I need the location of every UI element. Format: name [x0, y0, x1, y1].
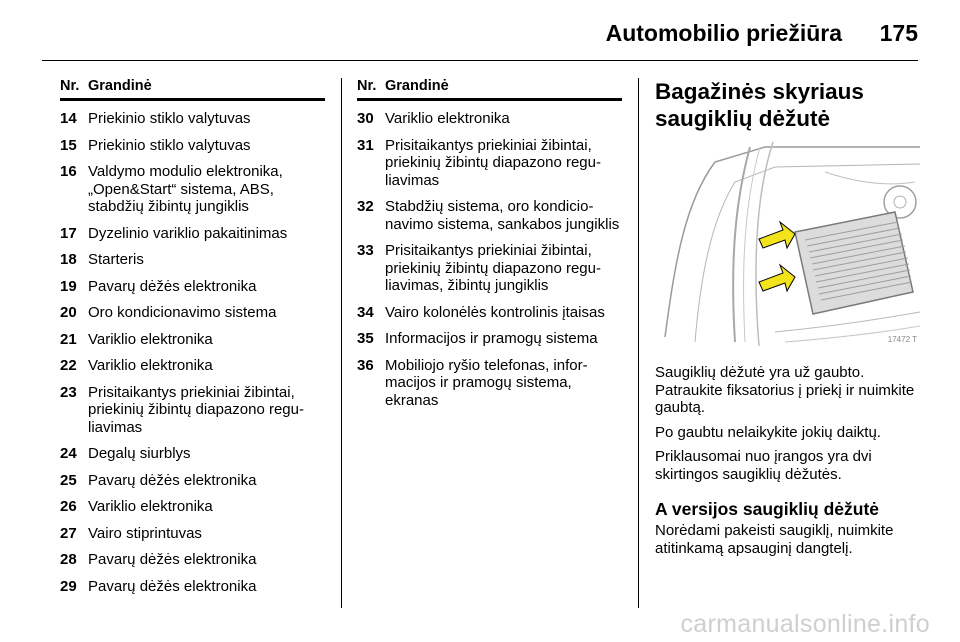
- fuse-number: 22: [60, 357, 77, 374]
- circuit-name: Variklio elektronika: [88, 357, 213, 374]
- fuse-number: 17: [60, 224, 77, 242]
- table-row: [60, 163, 325, 216]
- trunk-fuse-section: [655, 78, 920, 564]
- section-title: Bagažinės skyriaus saugiklių dėžutė: [655, 79, 864, 131]
- table-header: [60, 78, 325, 101]
- table-row: [357, 357, 622, 410]
- table-row: [60, 331, 325, 349]
- column-header-grandine: Grandinė: [385, 78, 449, 94]
- fuse-number: 35: [357, 330, 374, 347]
- circuit-name: Mobiliojo ryšio telefonas, infor- macijos ir pramogų sistema, ekranas: [385, 356, 588, 409]
- fuse-box-illustration: [655, 142, 920, 346]
- fuse-number: 27: [60, 524, 77, 542]
- table-row: [60, 445, 325, 463]
- table-row: [60, 525, 325, 543]
- table-row: [357, 110, 622, 128]
- fuse-number: 30: [357, 110, 374, 127]
- table-header: [357, 78, 622, 101]
- column-header-nr: Nr.: [357, 78, 377, 94]
- table-row: [60, 551, 325, 569]
- circuit-name: Oro kondicionavimo sistema: [88, 304, 277, 321]
- header-rule: [42, 60, 918, 61]
- fuse-number: 15: [60, 136, 77, 154]
- fuse-number: 32: [357, 198, 374, 215]
- table-row: [60, 384, 325, 437]
- fuse-table-right: [357, 78, 622, 418]
- column-header-nr: Nr.: [60, 78, 80, 94]
- circuit-name: Starteris: [88, 251, 144, 268]
- circuit-name: Degalų siurblys: [88, 445, 191, 462]
- fuse-number: 26: [60, 498, 77, 515]
- paragraph: Po gaubtu nelaikykite jokių daiktų.: [655, 423, 881, 441]
- image-code: 17472 T: [887, 335, 917, 344]
- circuit-name: Vairo stiprintuvas: [88, 524, 202, 542]
- subsection-text: Norėdami pakeisti saugiklį, nuimkite atitinkamą apsauginį dangtelį.: [655, 522, 894, 557]
- table-row: [60, 137, 325, 155]
- fuse-number: 25: [60, 471, 77, 489]
- fuse-number: 24: [60, 445, 77, 462]
- fuse-number: 23: [60, 383, 77, 401]
- table-row: [357, 330, 622, 348]
- table-row: [357, 304, 622, 322]
- table-row: [357, 242, 622, 295]
- circuit-name: Variklio elektronika: [88, 498, 213, 515]
- column-divider: [638, 78, 639, 608]
- circuit-name: Pavarų dėžės elektronika: [88, 471, 257, 489]
- fuse-number: 29: [60, 577, 77, 595]
- column-header-grandine: Grandinė: [88, 78, 152, 94]
- table-row: [60, 578, 325, 596]
- circuit-name: Variklio elektronika: [385, 110, 510, 127]
- column-divider: [341, 78, 342, 608]
- fuse-number: 28: [60, 551, 77, 568]
- circuit-name: Stabdžių sistema, oro kondicio- navimo sistema, sankabos jungiklis: [385, 198, 620, 233]
- circuit-name: Pavarų dėžės elektronika: [88, 551, 257, 568]
- circuit-name: Dyzelinio variklio pakaitinimas: [88, 224, 288, 242]
- fuse-number: 14: [60, 110, 77, 127]
- circuit-name: Pavarų dėžės elektronika: [88, 277, 257, 295]
- circuit-name: Prisitaikantys priekiniai žibintai, priekinių žibintų diapazono regu- liavimas: [88, 383, 304, 436]
- circuit-name: Valdymo modulio elektronika, „Open&Start“ sistema, ABS, stabdžių žibintų jungiklis: [88, 163, 283, 215]
- watermark: carmanualsonline.info: [680, 610, 930, 638]
- table-row: [60, 278, 325, 296]
- paragraph: Saugiklių dėžutė yra už gaubto. Patraukite fiksatorius į priekį ir nuimkite gaubtą.: [655, 364, 915, 416]
- table-row: [60, 357, 325, 375]
- subsection-title: A versijos saugiklių dėžutė: [655, 499, 880, 519]
- table-row: [357, 198, 622, 233]
- page-header: [0, 0, 960, 64]
- page-number: 175: [879, 20, 918, 46]
- table-row: [357, 137, 622, 190]
- circuit-name: Prisitaikantys priekiniai žibintai, priekinių žibintų diapazono regu- liavimas: [385, 136, 601, 189]
- fuse-number: 36: [357, 356, 374, 374]
- fuse-number: 19: [60, 277, 77, 295]
- fuse-number: 18: [60, 251, 77, 268]
- fuse-number: 34: [357, 303, 374, 321]
- circuit-name: Informacijos ir pramogų sistema: [385, 330, 598, 347]
- circuit-name: Vairo kolonėlės kontrolinis įtaisas: [385, 303, 605, 321]
- fuse-number: 33: [357, 242, 374, 259]
- table-row: [60, 225, 325, 243]
- circuit-name: Priekinio stiklo valytuvas: [88, 110, 251, 127]
- table-body: [357, 110, 622, 409]
- fuse-number: 31: [357, 136, 374, 154]
- fuse-number: 16: [60, 163, 77, 180]
- table-row: [60, 251, 325, 269]
- paragraph: Priklausomai nuo įrangos yra dvi skirtingos saugiklių dėžutės.: [655, 448, 872, 483]
- table-row: [60, 304, 325, 322]
- page-title: Automobilio priežiūra: [605, 20, 842, 46]
- table-row: [60, 472, 325, 490]
- fuse-number: 21: [60, 330, 77, 348]
- fuse-table-left: [60, 78, 325, 604]
- table-row: [60, 110, 325, 128]
- table-row: [60, 498, 325, 516]
- circuit-name: Prisitaikantys priekiniai žibintai, priekinių žibintų diapazono regu- liavimas, žibintų jungiklis: [385, 242, 601, 294]
- circuit-name: Variklio elektronika: [88, 330, 213, 348]
- fuse-number: 20: [60, 304, 77, 321]
- table-body: [60, 110, 325, 595]
- section-paragraphs: [655, 364, 920, 483]
- circuit-name: Priekinio stiklo valytuvas: [88, 136, 251, 154]
- circuit-name: Pavarų dėžės elektronika: [88, 577, 257, 595]
